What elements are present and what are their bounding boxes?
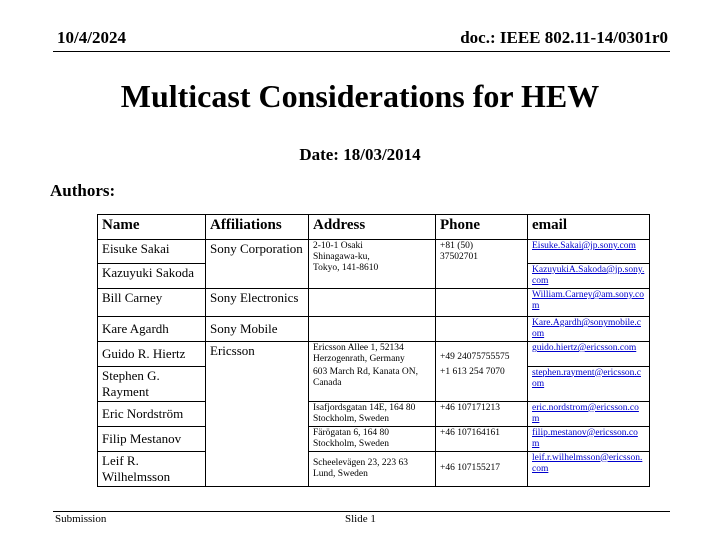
author-email-link[interactable]: guido.hiertz@ericsson.com <box>528 342 650 367</box>
author-affiliation: Sony Electronics <box>206 289 309 317</box>
author-name: Stephen G. Rayment <box>98 366 206 401</box>
author-address <box>309 317 436 342</box>
col-header-email: email <box>528 215 650 240</box>
table-row <box>98 317 650 342</box>
authors-label: Authors: <box>50 181 116 200</box>
author-name: Eric Nordström <box>98 401 206 426</box>
author-address: Ericsson Allee 1, 52134 Herzogenrath, Germany <box>309 342 436 367</box>
author-phone: +46 107155217 <box>436 451 528 486</box>
table-row <box>98 401 650 426</box>
author-phone: +46 107171213 <box>436 401 528 426</box>
author-phone: +46 107164161 <box>436 426 528 451</box>
author-affiliation: Sony Mobile <box>206 317 309 342</box>
date-line: Date: 18/03/2014 <box>299 145 421 164</box>
author-affiliation: Sony Corporation <box>206 240 309 289</box>
author-affiliation: Ericsson <box>206 342 309 487</box>
author-phone: +81 (50) 37502701 <box>436 240 528 289</box>
author-phone: +1 613 254 7070 <box>436 366 528 401</box>
author-name: Filip Mestanov <box>98 426 206 451</box>
footer-slide-number: Slide 1 <box>345 513 376 525</box>
col-header-name: Name <box>98 215 206 240</box>
author-address: 2-10-1 Osaki Shinagawa-ku, Tokyo, 141-8610 <box>309 240 436 289</box>
table-row <box>98 289 650 317</box>
author-email-link[interactable]: Kare.Agardh@sonymobile.com <box>528 317 650 342</box>
footer-divider <box>53 511 670 512</box>
author-name: Eisuke Sakai <box>98 240 206 264</box>
author-email-link[interactable]: eric.nordstrom@ericsson.com <box>528 401 650 426</box>
author-name: Kazuyuki Sakoda <box>98 264 206 289</box>
author-email-link[interactable]: Eisuke.Sakai@jp.sony.com <box>528 240 650 264</box>
slide-title: Multicast Considerations for HEW <box>120 78 600 114</box>
author-phone: +49 24075755575 <box>436 342 528 367</box>
table-header-row <box>98 215 650 240</box>
authors-table <box>97 214 650 487</box>
author-email-link[interactable]: leif.r.wilhelmsson@ericsson.com <box>528 451 650 486</box>
col-header-phone: Phone <box>436 215 528 240</box>
table-row <box>98 240 650 264</box>
author-phone <box>436 289 528 317</box>
col-header-address: Address <box>309 215 436 240</box>
header-divider <box>53 51 670 52</box>
author-email-link[interactable]: filip.mestanov@ericsson.com <box>528 426 650 451</box>
author-address: Färögatan 6, 164 80 Stockholm, Sweden <box>309 426 436 451</box>
author-phone <box>436 317 528 342</box>
author-name: Kare Agardh <box>98 317 206 342</box>
footer-submission: Submission <box>55 513 107 525</box>
table-row <box>98 426 650 451</box>
author-email-link[interactable]: William.Carney@am.sony.com <box>528 289 650 317</box>
author-address <box>309 289 436 317</box>
author-name: Leif R. Wilhelmsson <box>98 451 206 486</box>
author-email-link[interactable]: stephen.rayment@ericsson.com <box>528 366 650 401</box>
table-row <box>98 451 650 486</box>
header-date: 10/4/2024 <box>57 28 126 47</box>
author-email-link[interactable]: KazuyukiA.Sakoda@jp.sony.com <box>528 264 650 289</box>
header-doc-id: doc.: IEEE 802.11-14/0301r0 <box>460 28 668 47</box>
author-name: Bill Carney <box>98 289 206 317</box>
author-address: Scheelevägen 23, 223 63 Lund, Sweden <box>309 451 436 486</box>
table-row <box>98 342 650 367</box>
author-name: Guido R. Hiertz <box>98 342 206 367</box>
col-header-affiliations: Affiliations <box>206 215 309 240</box>
table-row <box>98 366 650 401</box>
author-address: 603 March Rd, Kanata ON, Canada <box>309 366 436 401</box>
author-address: Isafjordsgatan 14E, 164 80 Stockholm, Sweden <box>309 401 436 426</box>
